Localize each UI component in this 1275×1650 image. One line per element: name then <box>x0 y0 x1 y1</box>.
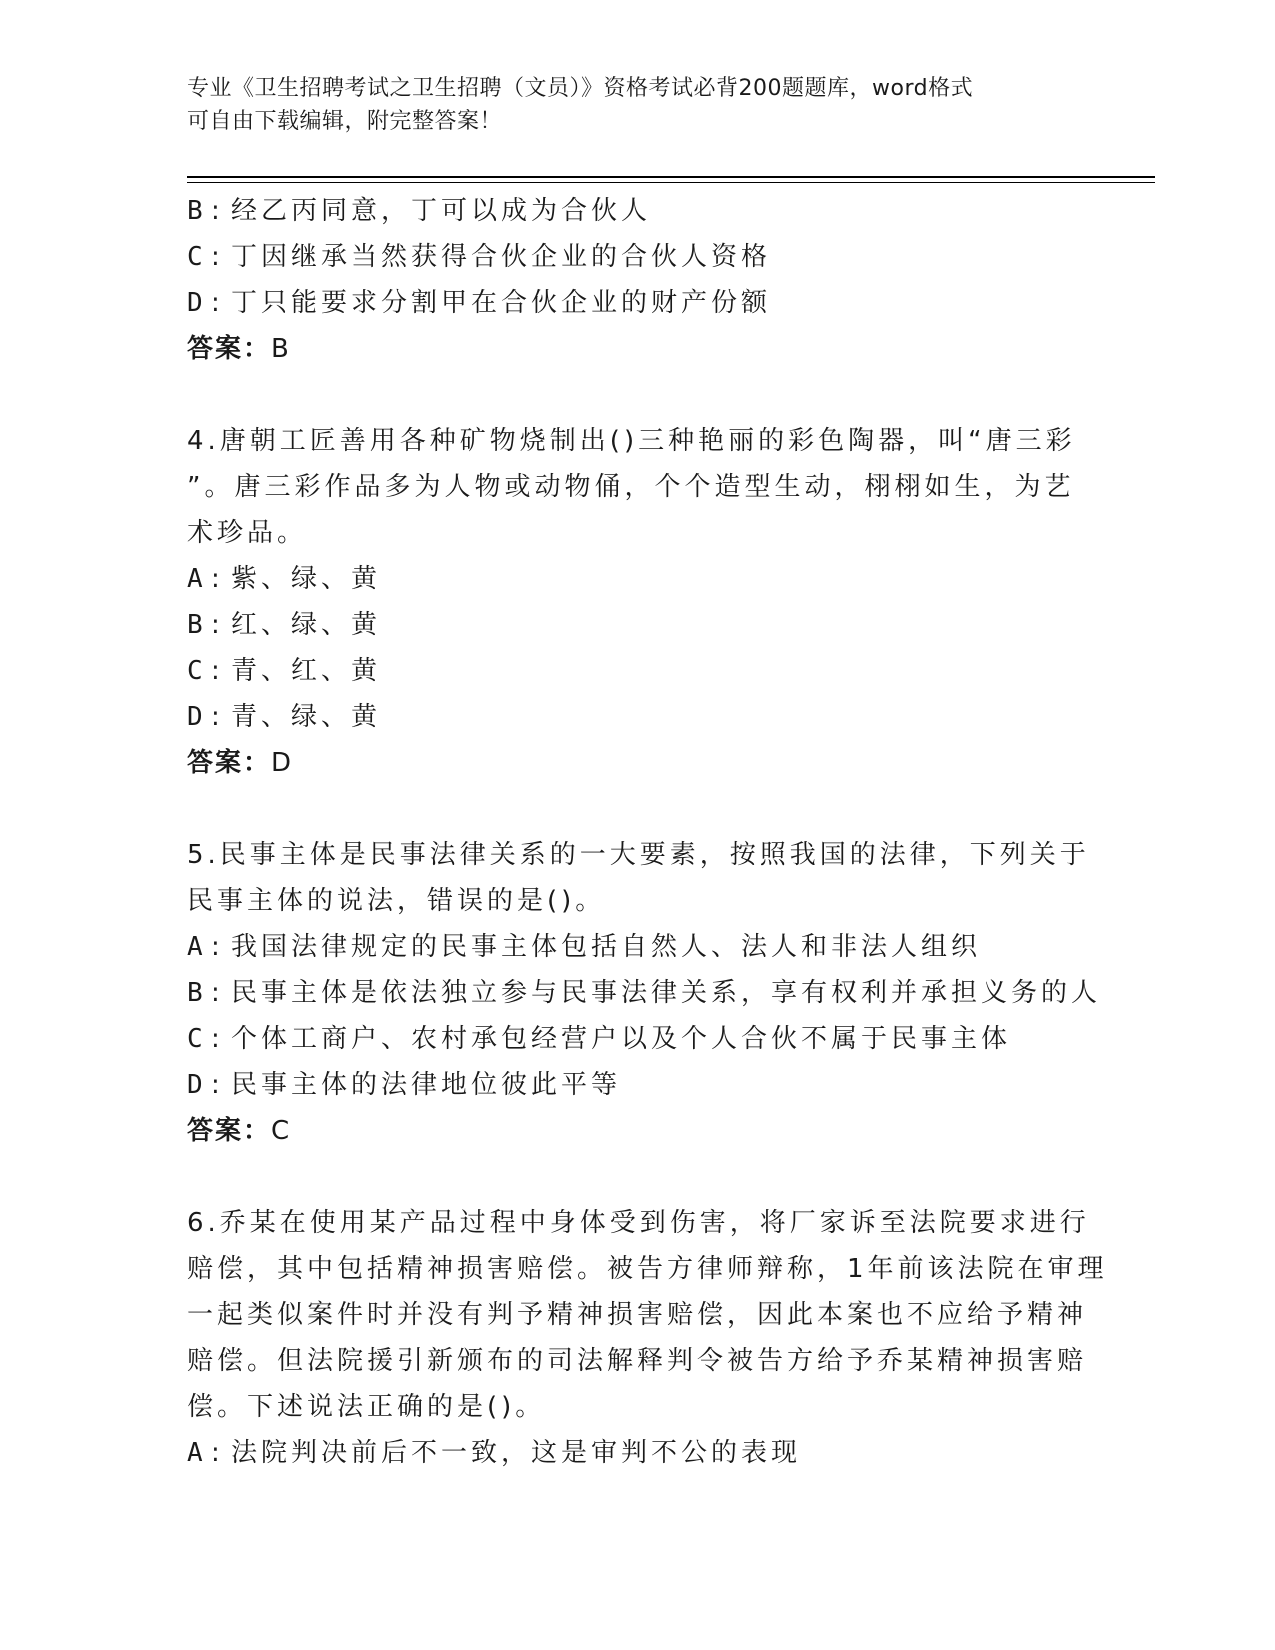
header-line-1: 专业《卫生招聘考试之卫生招聘（文员）》资格考试必背200题题库，word格式 <box>187 76 974 101</box>
option-a: A : 法院判决前后不一致，这是审判不公的表现 <box>187 1438 802 1468</box>
stem-line: 术珍品。 <box>187 518 308 548</box>
option-text: 红、绿、黄 <box>231 610 382 640</box>
answer-label: 答案： <box>187 1116 272 1146</box>
option-b: B : 经乙丙同意，丁可以成为合伙人 <box>187 196 652 226</box>
option-text: 紫、绿、黄 <box>231 564 382 594</box>
stem-line: 偿。下述说法正确的是()。 <box>187 1392 546 1422</box>
question-5-block <box>187 832 1102 1154</box>
spacer <box>187 1154 1087 1200</box>
option-a: A : 紫、绿、黄 <box>187 564 382 594</box>
stem-line: 赔偿，其中包括精神损害赔偿。被告方律师辩称，1年前该法院在审理 <box>187 1254 1108 1284</box>
answer-line <box>187 326 1087 372</box>
stem-line: 一起类似案件时并没有判予精神损害赔偿，因此本案也不应给予精神 <box>187 1300 1088 1330</box>
option-d: D : 民事主体的法律地位彼此平等 <box>187 1070 622 1100</box>
question-4-block <box>187 418 1087 786</box>
spacer <box>187 786 1087 832</box>
document-header <box>187 72 1067 138</box>
stem-line: 民事主体的说法，错误的是()。 <box>187 886 606 916</box>
stem-line: 赔偿。但法院援引新颁布的司法解释判令被告方给予乔某精神损害赔 <box>187 1346 1088 1376</box>
question-content <box>187 188 1108 1476</box>
question-3-block <box>187 188 1087 372</box>
option-text: 民事主体的法律地位彼此平等 <box>231 1070 622 1100</box>
option-text: 青、红、黄 <box>231 656 382 686</box>
option-text: 经乙丙同意，丁可以成为合伙人 <box>231 196 652 226</box>
option-text: 青、绿、黄 <box>231 702 382 732</box>
option-text: 个体工商户、农村承包经营户以及个人合伙不属于民事主体 <box>231 1024 1012 1054</box>
stem-line: 4.唐朝工匠善用各种矿物烧制出()三种艳丽的彩色陶器，叫“唐三彩 <box>187 426 1076 456</box>
answer-label: 答案： <box>187 334 272 364</box>
header-divider-thick <box>187 176 1155 178</box>
option-text: 法院判决前后不一致，这是审判不公的表现 <box>231 1438 802 1468</box>
option-a: A : 我国法律规定的民事主体包括自然人、法人和非法人组织 <box>187 932 982 962</box>
stem-line: 5.民事主体是民事法律关系的一大要素，按照我国的法律，下列关于 <box>187 840 1090 870</box>
answer-line <box>187 1108 1087 1154</box>
spacer <box>187 372 1087 418</box>
option-c: C : 青、红、黄 <box>187 656 382 686</box>
answer-line <box>187 740 1087 786</box>
option-d: D : 丁只能要求分割甲在合伙企业的财产份额 <box>187 288 772 318</box>
question-stem <box>187 832 1090 924</box>
answer-value: D <box>271 748 294 778</box>
option-c: C : 个体工商户、农村承包经营户以及个人合伙不属于民事主体 <box>187 1024 1012 1054</box>
option-b: B : 民事主体是依法独立参与民事法律关系，享有权利并承担义务的人 <box>187 978 1102 1008</box>
header-line-2: 可自由下载编辑，附完整答案！ <box>187 109 503 134</box>
question-stem <box>187 1200 1108 1430</box>
answer-value: B <box>271 334 291 364</box>
stem-line: ”。唐三彩作品多为人物或动物俑，个个造型生动，栩栩如生，为艺 <box>187 472 1075 502</box>
header-divider-thin <box>187 182 1155 183</box>
answer-label: 答案： <box>187 748 272 778</box>
option-d: D : 青、绿、黄 <box>187 702 382 732</box>
question-stem <box>187 418 1076 556</box>
option-text: 民事主体是依法独立参与民事法律关系，享有权利并承担义务的人 <box>231 978 1102 1008</box>
option-text: 我国法律规定的民事主体包括自然人、法人和非法人组织 <box>231 932 982 962</box>
stem-line: 6.乔某在使用某产品过程中身体受到伤害，将厂家诉至法院要求进行 <box>187 1208 1090 1238</box>
option-b: B : 红、绿、黄 <box>187 610 382 640</box>
option-c: C : 丁因继承当然获得合伙企业的合伙人资格 <box>187 242 772 272</box>
answer-value: C <box>271 1116 292 1146</box>
question-6-block <box>187 1200 1108 1476</box>
option-text: 丁只能要求分割甲在合伙企业的财产份额 <box>231 288 772 318</box>
option-text: 丁因继承当然获得合伙企业的合伙人资格 <box>231 242 772 272</box>
